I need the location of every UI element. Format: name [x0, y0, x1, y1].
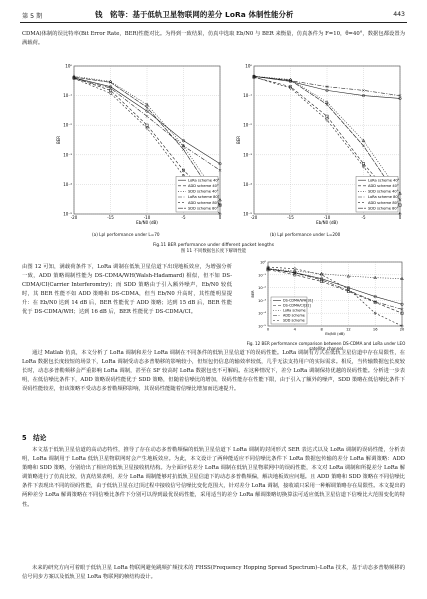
x-tick-label: 0	[266, 327, 270, 332]
fig11b-chart	[232, 62, 404, 232]
y-tick-label: 10⁰	[245, 63, 252, 69]
x-tick-label: -15	[107, 215, 114, 220]
y-axis-label: BER	[236, 135, 241, 145]
x-axis-label: Eb/N0 (dB)	[316, 220, 338, 225]
running-title: 钱 铭等：基于低轨卫星物联网的差分 LoRa 体制性能分析	[95, 10, 294, 19]
data-point	[326, 103, 328, 105]
x-tick-label: -5	[361, 215, 366, 220]
y-tick-label: 10⁰	[65, 63, 72, 69]
data-point	[146, 115, 148, 117]
x-axis-label: Eb/N0 (dB)	[325, 332, 345, 337]
legend-entry: LoRa scheme 40°	[368, 178, 400, 183]
y-tick-label: 10⁻³	[63, 152, 72, 158]
legend-entry: SDD scheme 40°	[368, 189, 399, 194]
y-tick-label: 10⁻²	[258, 286, 266, 291]
y-tick-label: 10⁻²	[63, 122, 72, 128]
legend-entry: LoRa scheme 80°	[368, 195, 400, 200]
y-tick-label: 10⁻⁵	[63, 211, 72, 217]
fig11a-chart	[52, 62, 224, 232]
x-tick-label: -20	[250, 215, 258, 220]
legend-entry: LoRa scheme 80°	[188, 195, 220, 200]
x-tick-label: 0	[398, 215, 402, 220]
x-tick-label: 12	[346, 327, 351, 332]
y-tick-label: 10⁻⁴	[258, 311, 266, 316]
legend-entry: DS-CDMA/WH[31]	[283, 298, 314, 303]
conclusion-paragraph-1: 本文基于低轨卫星信道的高动态特性，推导了存在动态多普勒频偏的低轨卫星信道下 LoRa 调制的封闭形式 SER 表达式以及 LoRa 调制的误码性能，分析表明，LoRa 调制用于 LoRa 低轨卫星物联网时会产生地板效应。为此，本文设计了两种能适应不同信噪比条件下 LoRa 数据包传输的差分 LoRa 解调策略：ADD 策略和 SDD 策略，分别给出了相应的低轨卫星接收机结构。为全面评估差分 LoRa 调制在低轨卫星物联网中的误码性能，本文对 LoRa 调制和所提差分 LoRa 解调策略进行了仿真比较，仿真结果表明，差分 LoRa 调制能够对抗低轨卫星信道下的动态多普勒频偏，解决地板效应问题。且 ADD 策略和 SDD 策略在不同信噪比条件下表现出不同的误码性能，由于低轨卫星在过顶过程中接收信号信噪比变化范围大，针对差分 LoRa 调制，接收端只采用一种解调策略存在局限性。本文提出的两种差分 LoRa 解调策略在不同信噪比条件下分别可以得到最优误码性能，采用适当的差分 LoRa 解调策略切换算法可适应低轨卫星信道下信噪比大范围变化的特性。	[22, 447, 405, 508]
legend-entry: ADD scheme 40°	[188, 184, 219, 188]
legend-entry: LoRa scheme 40°	[188, 178, 220, 183]
legend-entry: SDD scheme 80°	[188, 206, 219, 211]
legend-entry: SDD scheme 40°	[188, 189, 219, 194]
x-tick-label: -20	[70, 215, 78, 220]
fig11a-subcaption: (a) Lpl performance under L=70	[92, 232, 160, 237]
fig12-caption-en: Fig. 12 BER performance comparison between DS-CDMA and LoRa under LEO satellite channel	[246, 341, 406, 351]
x-tick-label: -15	[287, 215, 294, 220]
x-tick-label: 8	[320, 327, 323, 332]
x-tick-label: 20	[399, 327, 405, 332]
series-line	[254, 76, 400, 98]
fig11-caption-en: Fig.11 BER performance under different packet lengths	[152, 243, 274, 248]
x-tick-label: -5	[181, 215, 186, 220]
legend-entry: ADD scheme	[283, 313, 305, 318]
fig11-caption-zh: 图 11 不同数据包长度下解调性能	[180, 249, 247, 254]
x-tick-label: 0	[218, 215, 222, 220]
legend-entry: SDD scheme	[283, 318, 305, 323]
y-tick-label: 10⁰	[259, 260, 266, 265]
y-tick-label: 10⁻¹	[63, 93, 72, 99]
intro-paragraph: CDMA)体制的误比特率(Bit Error Rate，BER)性能对比。为得到一致结果，仿真中选取 Eb/N0 与 BER 来衡量，仿真条件为 F=10，θ=40°，数据包都设置为满载荷。	[22, 31, 405, 47]
y-tick-label: 10⁻⁵	[258, 324, 266, 329]
y-tick-label: 10⁻¹	[243, 93, 252, 99]
x-tick-label: -10	[143, 215, 151, 220]
x-tick-label: 4	[293, 327, 296, 332]
fig11b-subcaption: (b) Lpl performance under L=200	[270, 232, 341, 237]
y-tick-label: 10⁻⁴	[243, 181, 252, 187]
body-paragraph-1: 由图 12 可知，满载荷条件下，LoRa 调制在低轨卫星信道下出现地板效应，为增强分析一致，ADD 策略调制性能为 DS-CDMA/WH(Walsh-Hadamard) 相似，但不如 DS-CDMA/CI(Carrier Interferomtry)；而 SDD 策略由于引入额外噪声，Eb/N0 较低时，其 BER 性能不如 ADD 策略和 DS-CDMA，但当 Eb/N0 升高时，其性能明显提升：在 Eb/N0 达到 14 dB 后，BER 性能优于 ADD 策略；达到 15 dB 后，BER 性能优于 DS-CDMA/WH；达到 16 dB 后，BER 性能优于 DS-CDMA/CI。	[22, 264, 232, 316]
fig12-chart	[248, 258, 406, 342]
legend-entry: LoRa scheme	[283, 308, 306, 313]
x-tick-label: -10	[323, 215, 331, 220]
x-axis-label: Eb/N0 (dB)	[136, 220, 158, 225]
body-paragraph-2: 通过 Matlab 仿真，本文分析了 LoRa 调制和差分 LoRa 调制在不同条件的低轨卫星信道下的误码性能。LoRa 调制有方式在低轨卫星信道中存在局限性，在 LoRa 数据包长度较短的场景下，LoRa 调制受动态多普勒移的影响较小，但短包仍信息的输效率较低，几乎无法支持用户的实际需求。相反，当传输数据包长度较长时，动态多普勒频移会严重影响 LoRa 调制，甚至在 SF 较高时 LoRa 数据包也不可解码。在这种情况下，差分 LoRa 调制保持优越的误码性能。分析进一步表明，在低信噪比条件下，ADD 策略误码性能优于 SDD 策略，但随着信噪比的增加，误码性能存在性能下限，由于引入了额外的噪声，SDD 策略在低信噪比条件下误码性能较差，但该策略不受动态多普勒频移影响，其误码性能随着信噪比增加而迅速提升。	[22, 350, 405, 393]
y-tick-label: 10⁻²	[243, 122, 252, 128]
legend-entry: DS-CDMA/CI[31]	[283, 303, 311, 308]
y-tick-label: 10⁻¹	[258, 273, 266, 278]
section-heading: 5 结论	[22, 434, 47, 442]
y-tick-label: 10⁻³	[258, 298, 266, 303]
y-tick-label: 10⁻³	[243, 152, 252, 158]
legend-entry: ADD scheme 80°	[188, 200, 219, 205]
page-number: 443	[393, 11, 405, 18]
y-tick-label: 10⁻⁵	[243, 211, 252, 217]
legend-entry: ADD scheme 40°	[368, 184, 399, 188]
x-tick-label: 16	[372, 327, 378, 332]
y-axis-label: BER	[56, 135, 61, 145]
legend-entry: ADD scheme 80°	[368, 200, 399, 205]
y-axis-label: BER	[251, 290, 255, 298]
conclusion-paragraph-2: 未来的研究方向可着眼于低轨卫星 LoRa 物联网避免跳频扩频技术的 FHSS(Frequency Hopping Spread Spectrum)–LoRa 技术，基于动态多普勒频移的信号同步方案以及低轨卫星 LoRa 物联网的帧结构设计。	[22, 565, 405, 581]
legend-entry: SDD scheme 80°	[368, 206, 399, 211]
y-tick-label: 10⁻⁴	[63, 181, 72, 187]
issue-number: 第 5 期	[22, 13, 43, 20]
page-header	[0, 0, 427, 26]
header-rule	[20, 22, 407, 23]
